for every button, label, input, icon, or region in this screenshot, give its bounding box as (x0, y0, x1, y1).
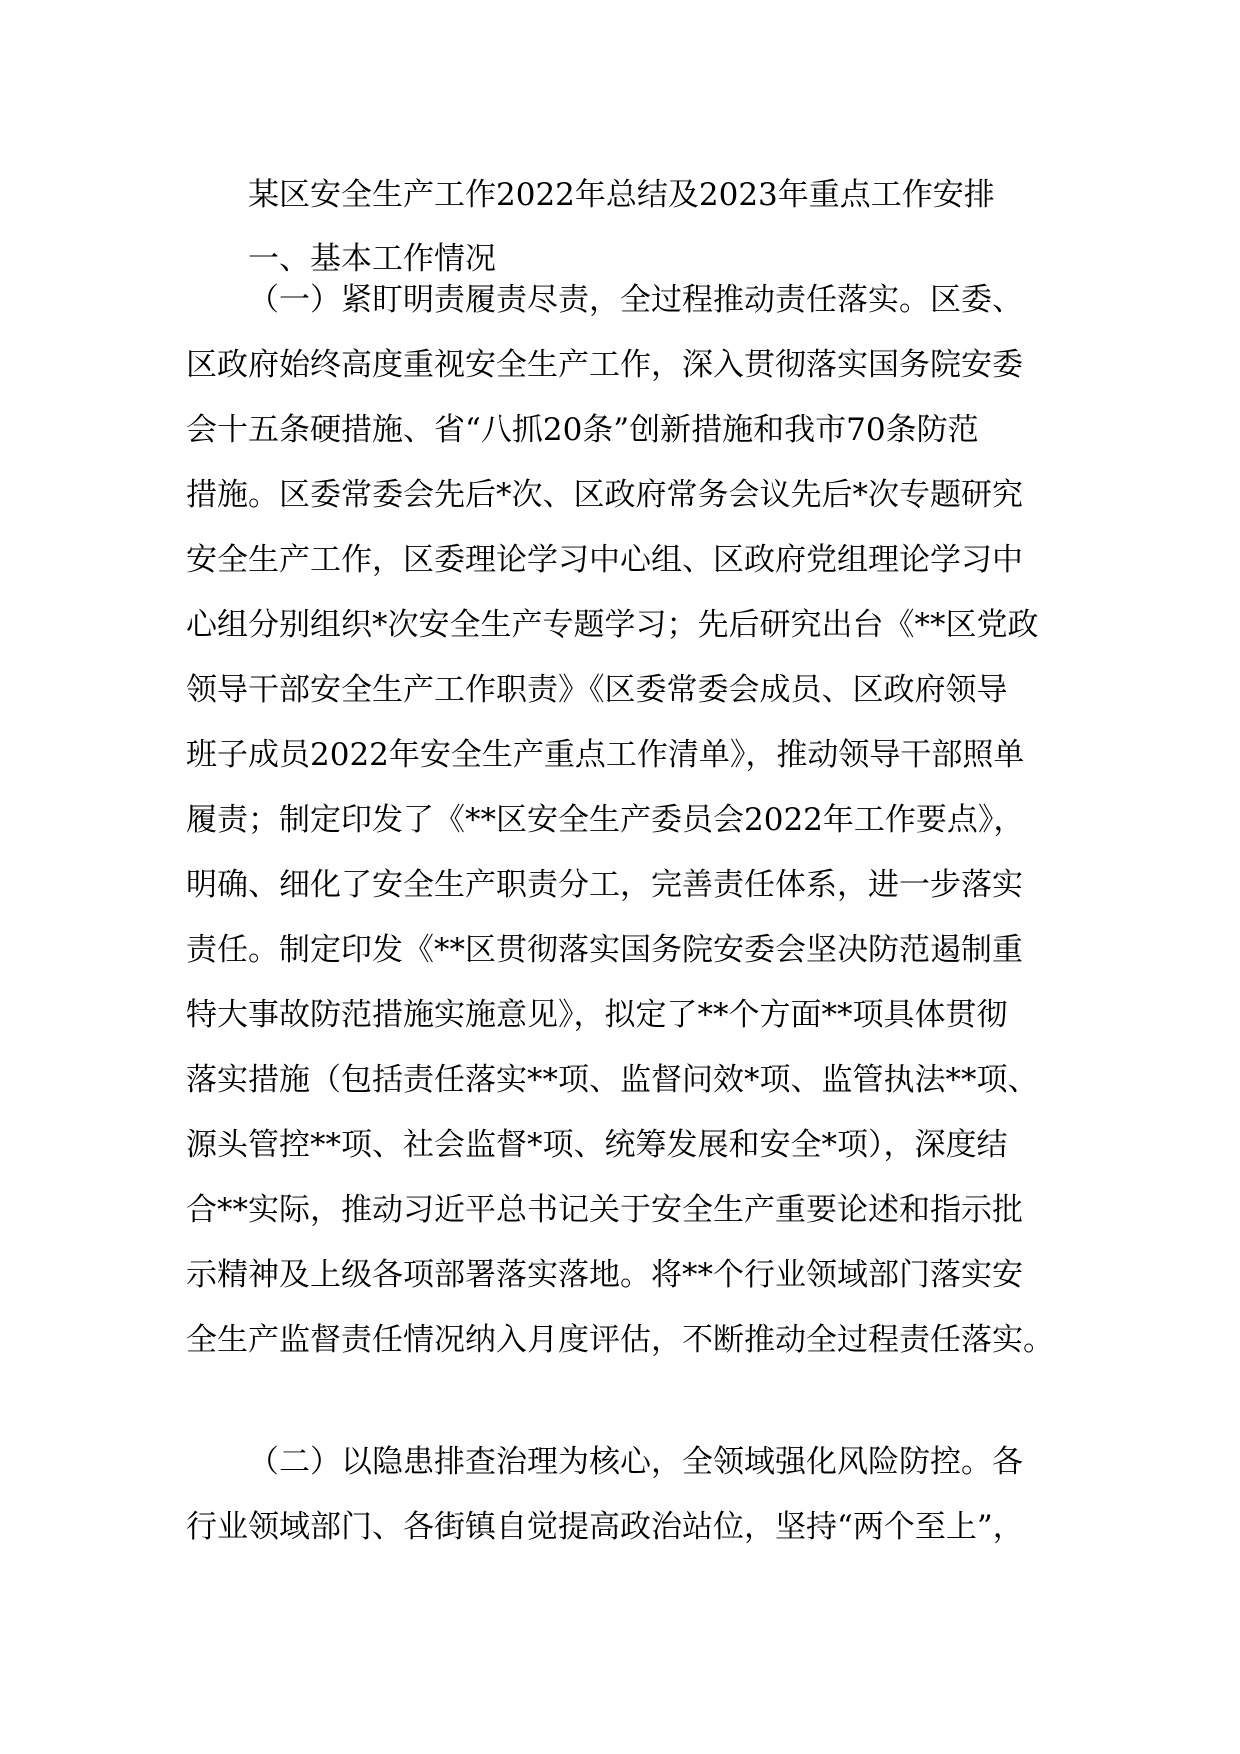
paragraph-line: 班子成员2022年安全生产重点工作清单》，推动领导干部照单 (186, 737, 1025, 773)
document-title: 某区安全生产工作2022年总结及2023年重点工作安排 (248, 177, 995, 213)
paragraph-line: 区政府始终高度重视安全生产工作，深入贯彻落实国务院安委 (186, 347, 1023, 383)
paragraph-2 (186, 1430, 1056, 1560)
section-heading: 一、基本工作情况 (248, 241, 496, 277)
paragraph-line: 会十五条硬措施、省“八抓20条”创新措施和我市70条防范 (186, 412, 979, 448)
paragraph-line: 心组分别组织*次安全生产专题学习；先后研究出台《**区党政 (186, 607, 1039, 643)
paragraph-1 (186, 268, 1056, 1373)
paragraph-line: 源头管控**项、社会监督*项、统筹发展和安全*项），深度结 (186, 1127, 1008, 1163)
paragraph-line: 安全生产工作，区委理论学习中心组、区政府党组理论学习中 (186, 542, 1023, 578)
paragraph-line: 示精神及上级各项部署落实落地。将**个行业领域部门落实安 (186, 1257, 1023, 1293)
paragraph-line: 领导干部安全生产工作职责》《区委常委会成员、区政府领导 (186, 672, 1008, 708)
paragraph-line: 特大事故防范措施实施意见》，拟定了**个方面**项具体贯彻 (186, 997, 1008, 1033)
paragraph-line: 行业领域部门、各街镇自觉提高政治站位，坚持“两个至上”， (186, 1509, 1024, 1545)
paragraph-line: 明确、细化了安全生产职责分工，完善责任体系，进一步落实 (186, 867, 1023, 903)
paragraph-line: （一）紧盯明责履责尽责，全过程推动责任落实。区委、 (248, 282, 1023, 318)
paragraph-line: 落实措施（包括责任落实**项、监督问效*项、监管执法**项、 (186, 1062, 1039, 1098)
paragraph-line: 履责；制定印发了《**区安全生产委员会2022年工作要点》， (186, 802, 1025, 838)
paragraph-line: 责任。制定印发《**区贯彻落实国务院安委会坚决防范遏制重 (186, 932, 1023, 968)
paragraph-line: （二）以隐患排查治理为核心，全领域强化风险防控。各 (248, 1444, 1023, 1480)
paragraph-line: 合**实际，推动习近平总书记关于安全生产重要论述和指示批 (186, 1192, 1023, 1228)
paragraph-line: 措施。区委常委会先后*次、区政府常务会议先后*次专题研究 (186, 477, 1023, 513)
paragraph-line: 全生产监督责任情况纳入月度评估，不断推动全过程责任落实。 (186, 1322, 1054, 1358)
